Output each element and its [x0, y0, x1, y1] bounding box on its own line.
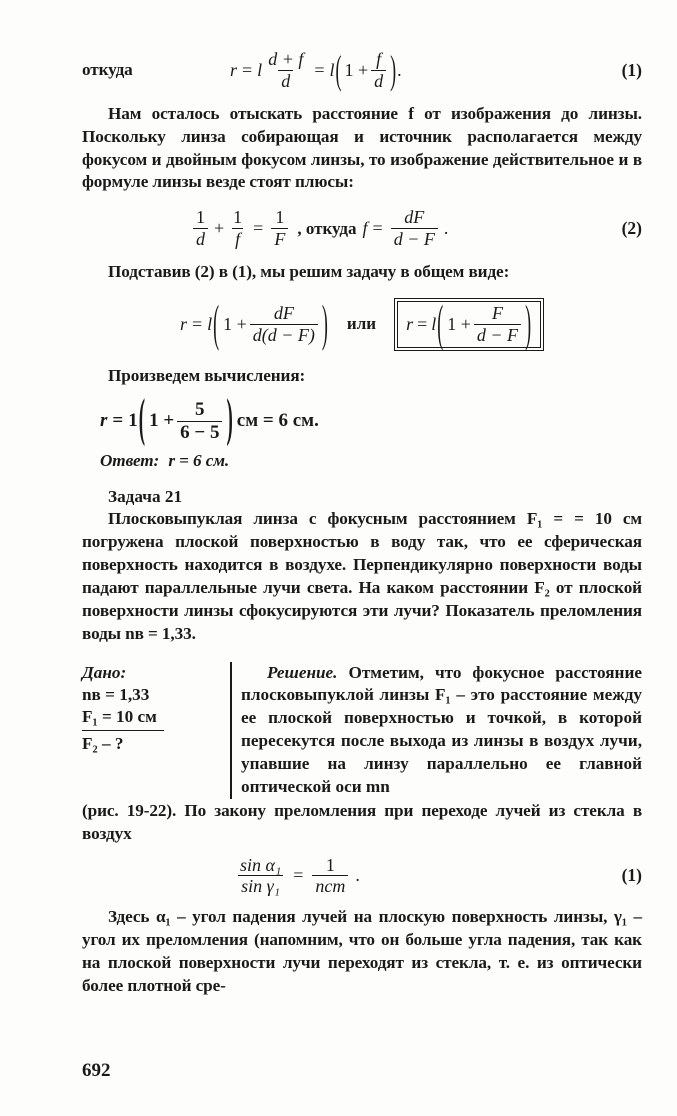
period: . — [443, 218, 449, 239]
period: . — [397, 59, 402, 80]
symbol-l-2: l — [431, 313, 437, 334]
formula-line-2 — [82, 208, 642, 249]
paren-open-2: ( — [437, 294, 444, 351]
fraction-numerator: dF — [404, 207, 425, 228]
equals-sign-2: = — [314, 59, 325, 80]
equals-sign: = — [253, 218, 264, 239]
fraction-numerator: 5 — [195, 398, 205, 420]
fraction-numerator: sin α₁ — [240, 854, 282, 875]
coefficient-one: 1 — [128, 410, 138, 432]
symbol-l: l — [207, 313, 213, 334]
given-line-2: F₁ = 10 см — [82, 706, 157, 726]
fraction-1-over-d — [193, 208, 208, 249]
task-title: Задача 21 — [108, 487, 183, 507]
formula-1-lead: откуда — [82, 59, 133, 79]
fraction-denominator: d − F — [391, 228, 438, 249]
paragraph-1: Нам осталось отыскать расстояние f от изображения до линзы. Поскольку линза собирающая и источник располагается между фокусом и двойным фокусом линзы, то изображение действительное и в формуле линзы везде стоят плюсы: — [82, 103, 642, 192]
one-plus-2: 1 + — [447, 313, 471, 334]
equals-sign-2: = — [372, 218, 383, 239]
equals-sign: = — [191, 313, 203, 334]
fraction-denominator: f — [232, 228, 243, 249]
paragraph-3: Произведем вычисления: — [108, 365, 306, 385]
equals-sign: = — [112, 410, 124, 432]
page-content — [82, 46, 642, 1000]
given-and-solution-block — [82, 662, 642, 799]
fraction-numerator: 1 — [233, 207, 243, 228]
formula-line-4 — [100, 390, 642, 450]
paren-close: ) — [390, 46, 397, 92]
fraction-F-over-d-minus-F — [474, 304, 521, 345]
boxed-result-outer — [394, 294, 544, 351]
fraction-1-over-n-st — [312, 856, 348, 897]
fraction-denominator: sin γ₁ — [238, 875, 283, 896]
solution-text-block — [241, 662, 642, 799]
fraction-denominator: d(d − F) — [250, 324, 318, 345]
given-divider — [82, 730, 164, 731]
fraction-sin-alpha-over-sin-gamma — [237, 856, 284, 897]
paragraph-4: (рис. 19-22). По закону преломления при переходе лучей из стекла в воздух — [82, 800, 642, 843]
fraction-numerator: 1 — [325, 854, 335, 875]
symbol-r: r — [100, 410, 108, 432]
page-number: 692 — [82, 1060, 111, 1081]
equation-number-3: (1) — [621, 865, 642, 886]
one-plus: 1 + — [223, 313, 247, 334]
equation-number-2: (2) — [621, 218, 642, 239]
symbol-r: r — [179, 313, 187, 334]
fraction-denominator: d — [371, 70, 386, 91]
fraction-numerator: d + f — [268, 49, 304, 69]
fraction-denominator: d — [193, 228, 208, 249]
paren-close: ) — [226, 390, 233, 450]
formula-line-1 — [82, 46, 642, 92]
answer-value: r = 6 см. — [168, 451, 230, 471]
otkuda-text: , откуда — [297, 218, 357, 238]
fraction-dF-over-d-minus-F — [391, 208, 438, 249]
symbol-r-2: r — [406, 313, 414, 334]
answer-label: Ответ: — [100, 451, 160, 471]
fraction-denominator: 6 − 5 — [177, 421, 222, 443]
fraction-numerator: 1 — [275, 207, 285, 228]
or-text: или — [346, 314, 377, 334]
formula-line-5 — [82, 856, 642, 897]
answer-line — [100, 450, 642, 473]
boxed-result — [397, 294, 541, 351]
plus-sign: + — [214, 218, 225, 239]
equation-number-1: (1) — [621, 59, 642, 80]
fraction-denominator: F — [271, 228, 288, 249]
fraction-1-over-f — [230, 208, 245, 249]
paren-close: ) — [321, 294, 328, 351]
given-title: Дано: — [82, 662, 127, 682]
paren-open: ( — [335, 46, 342, 92]
symbol-l: l — [257, 59, 263, 80]
paren-close-2: ) — [525, 294, 532, 351]
fraction-denominator: nст — [312, 875, 348, 896]
vertical-rule — [230, 662, 232, 799]
equals-sign-2: = — [417, 313, 428, 334]
period: . — [355, 865, 360, 886]
given-line-3: F₂ – ? — [82, 733, 124, 753]
fraction-numerator: dF — [273, 302, 294, 323]
equals-sign: = — [242, 59, 253, 80]
fraction-numerator: f — [376, 49, 382, 69]
solution-label: Решение. — [267, 662, 338, 682]
fraction-1-over-F — [271, 208, 288, 249]
fraction-dF-over-d-d-minus-F — [250, 304, 318, 345]
one-plus: 1 + — [149, 410, 175, 432]
symbol-l-2: l — [329, 59, 335, 80]
given-line-1: nв = 1,33 — [82, 684, 150, 704]
equals-sign: = — [293, 865, 304, 886]
fraction-denominator: d — [278, 70, 293, 91]
given-values — [82, 662, 230, 799]
task-text: Плосковыпуклая линза с фокусным расстоянием F₁ = = 10 см погружена плоской поверхностью в воду так, что ее сферическая поверхность находится в воздухе. Перпендикулярно поверхности воды падают параллельные лучи света. На каком расстоянии F₂ от плоской поверхности линзы сфокусируются эти лучи? Показатель преломления воды nв = 1,33. — [82, 509, 642, 643]
symbol-r: r — [230, 59, 238, 80]
paren-open: ( — [213, 294, 220, 351]
paragraph-2: Подставив (2) в (1), мы решим задачу в общем виде: — [108, 262, 510, 282]
fraction-f-over-d — [371, 50, 386, 91]
formula-line-3 — [82, 294, 642, 351]
symbol-f: f — [362, 218, 368, 239]
fraction-denominator: d − F — [474, 324, 521, 345]
paragraph-5: Здесь α₁ – угол падения лучей на плоскую поверхность линзы, γ₁ – угол их преломления (напомним, что он больше угла падения, так как на плоской поверхности лучи переходят из стекла, т. е. из оптически более плотной сре- — [82, 907, 642, 995]
fraction-numerator: 1 — [196, 207, 205, 228]
fraction-d-plus-f-over-d — [265, 50, 306, 91]
fraction-5-over-6-minus-5 — [177, 400, 222, 443]
fraction-numerator: F — [491, 302, 503, 323]
units-result: см = 6 см. — [236, 410, 319, 432]
solution-text: Отметим, что фокусное расстояние плосковыпуклой линзы F₁ – это расстояние между ее плоской поверхностью и точкой, в которой пересекутся после выхода из линзы в воздух лучи, упавшие на линзу параллельно ее главной оптической оси mn — [241, 662, 642, 796]
one-plus: 1 + — [344, 59, 369, 80]
paren-open: ( — [138, 390, 146, 450]
